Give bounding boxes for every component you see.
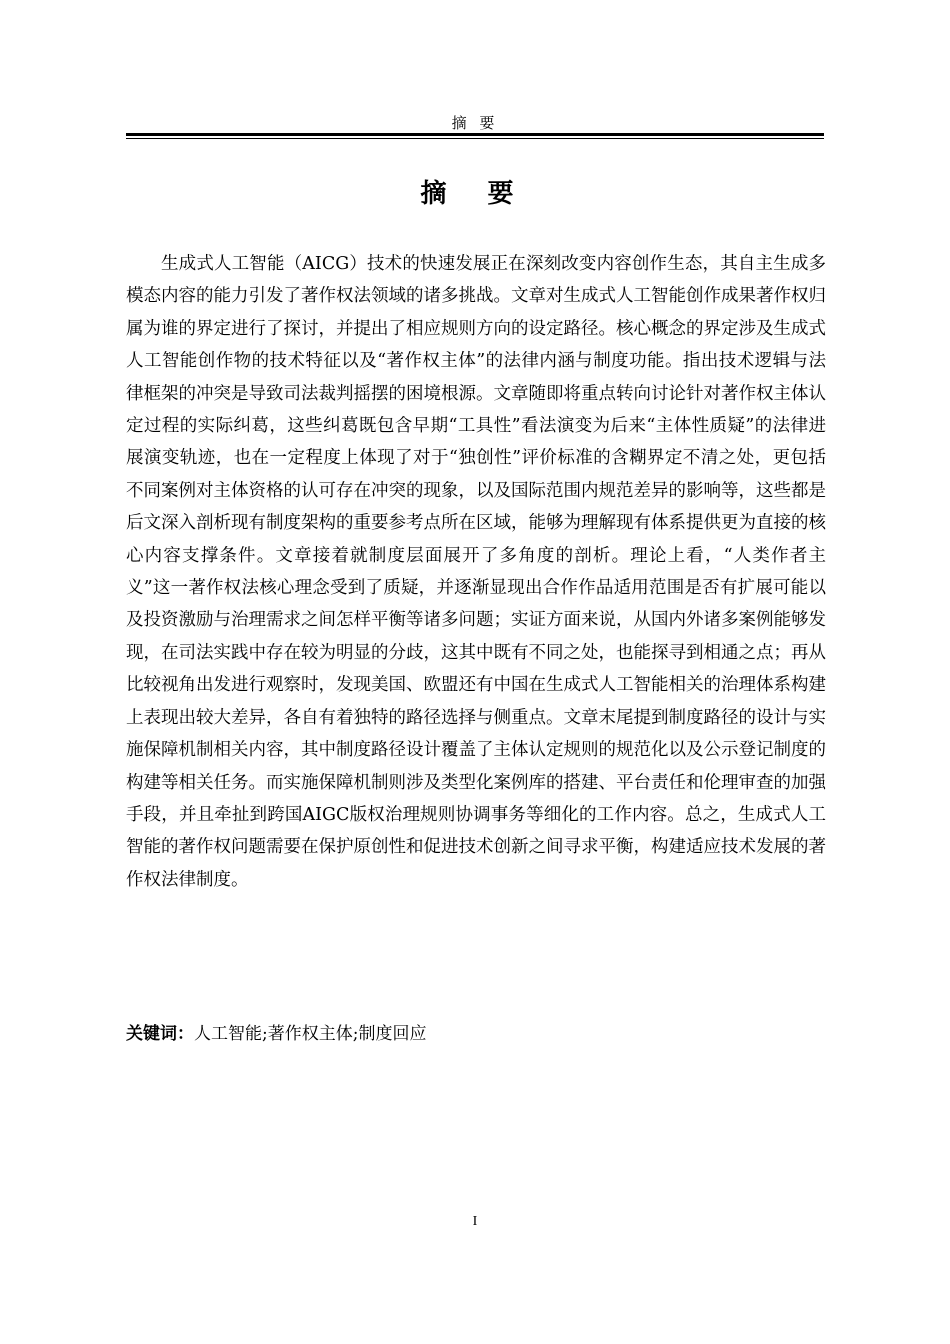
header-rule-thin xyxy=(126,138,824,139)
keywords-line xyxy=(126,1020,826,1048)
page-title: 摘 要 xyxy=(420,179,530,209)
keywords-label: 关键词： xyxy=(126,1024,194,1044)
header-rule-thick xyxy=(126,133,824,136)
running-header: 摘 要 xyxy=(451,114,499,132)
keywords-value: 人工智能;著作权主体;制度回应 xyxy=(194,1024,427,1044)
page-number: I xyxy=(472,1214,478,1229)
abstract-body: 生成式人工智能（AICG）技术的快速发展正在深刻改变内容创作生态，其自主生成多模态内容的能力引发了著作权法领域的诸多挑战。文章对生成式人工智能创作成果著作权归属为谁的界定进行了探讨，并提出了相应规则方向的设定路径。核心概念的界定涉及生成式人工智能创作物的技术特征以及“著作权主体”的法律内涵与制度功能。指出技术逻辑与法律框架的冲突是导致司法裁判摇摆的困境根源。文章随即将重点转向讨论针对著作权主体认定过程的实际纠葛，这些纠葛既包含早期“工具性”看法演变为后来“主体性质疑”的法律进展演变轨迹，也在一定程度上体现了对于“独创性”评价标准的含糊界定不清之处，更包括不同案例对主体资格的认可存在冲突的现象，以及国际范围内规范差异的影响等，这些都是后文深入剖析现有制度架构的重要参考点所在区域，能够为理解现有体系提供更为直接的核心内容支撑条件。文章接着就制度层面展开了多角度的剖析。理论上看，“人类作者主义”这一著作权法核心理念受到了质疑，并逐渐显现出合作作品适用范围是否有扩展可能以及投资激励与治理需求之间怎样平衡等诸多问题；实证方面来说，从国内外诸多案例能够发现，在司法实践中存在较为明显的分歧，这其中既有不同之处，也能探寻到相通之点；再从比较视角出发进行观察时，发现美国、欧盟还有中国在生成式人工智能相关的治理体系构建上表现出较大差异，各自有着独特的路径选择与侧重点。文章末尾提到制度路径的设计与实施保障机制相关内容，其中制度路径设计覆盖了主体认定规则的规范化以及公示登记制度的构建等相关任务。而实施保障机制则涉及类型化案例库的搭建、平台责任和伦理审查的加强手段，并且牵扯到跨国AIGC版权治理规则协调事务等细化的工作内容。总之，生成式人工智能的著作权问题需要在保护原创性和促进技术创新之间寻求平衡，构建适应技术发展的著作权法律制度。 xyxy=(126,254,826,890)
